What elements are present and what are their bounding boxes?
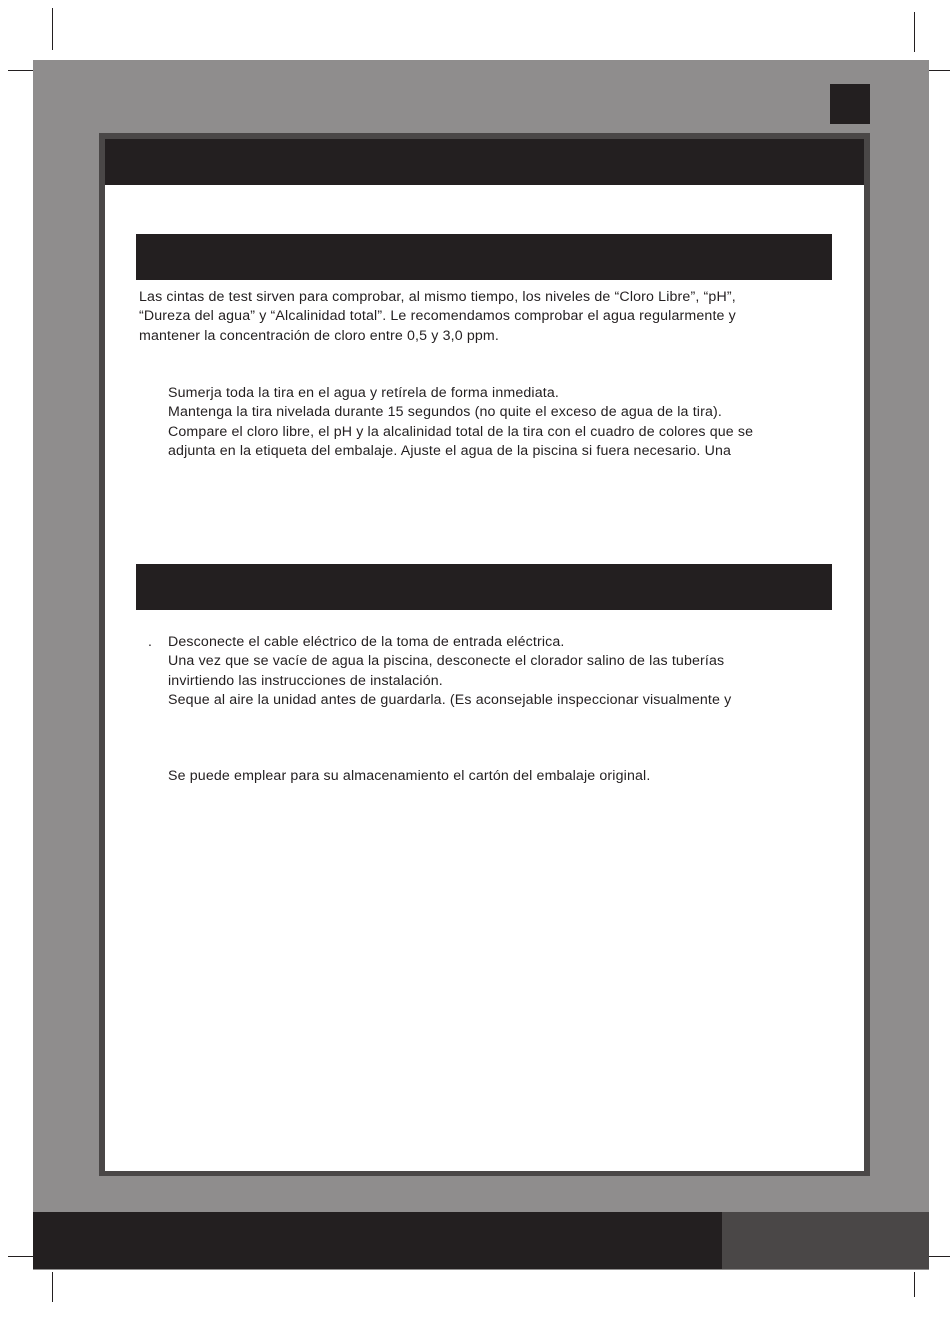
storage-step: Desconecte el cable eléctrico de la toma de entrada eléctrica.: [168, 634, 565, 650]
intro-line: Las cintas de test sirven para comprobar, al mismo tiempo, los niveles de “Cloro Libre”, “pH”,: [139, 289, 736, 305]
test-step: Compare el cloro libre, el pH y la alcalinidad total de la tira con el cuadro de colores que se: [168, 423, 754, 440]
test-step: adjunta en la etiqueta del embalaje. Ajuste el agua de la piscina si fuera necesario. Una: [168, 442, 732, 459]
storage-step: Una vez que se vacíe de agua la piscina, desconecte el clorador salino de las tuberías: [168, 653, 725, 670]
test-steps-list: [168, 384, 753, 461]
crop-mark-br-v: [914, 1272, 915, 1297]
storage-steps-list: [168, 633, 731, 710]
page-tab-marker: [830, 84, 870, 124]
storage-note: Se puede emplear para su almacenamiento el cartón del embalaje original.: [168, 768, 651, 784]
bullet-marker: .: [148, 633, 152, 649]
footer-page-tab: [722, 1212, 929, 1269]
storage-step: invirtiendo las instrucciones de instalación.: [168, 672, 443, 689]
storage-section-header-bar: [136, 564, 832, 610]
intro-line: “Dureza del agua” y “Alcalinidad total”. Le recomendamos comprobar el agua regularmente y: [139, 308, 736, 325]
crop-mark-tr-v: [914, 12, 915, 52]
footer-band: [33, 1212, 722, 1269]
test-step: Sumerja toda la tira en el agua y retírela de forma inmediata.: [168, 385, 559, 401]
crop-mark-tl-v: [52, 8, 53, 50]
test-intro-paragraph: [139, 288, 736, 346]
test-section-header-bar: [136, 234, 832, 280]
test-step: Mantenga la tira nivelada durante 15 segundos (no quite el exceso de agua de la tira).: [168, 404, 722, 421]
intro-line: mantener la concentración de cloro entre 0,5 y 3,0 ppm.: [139, 327, 499, 344]
storage-step: Seque al aire la unidad antes de guardarla. (Es aconsejable inspeccionar visualmente y: [168, 691, 732, 708]
panel-header-bar: [105, 139, 864, 185]
crop-mark-bl-v: [52, 1272, 53, 1302]
